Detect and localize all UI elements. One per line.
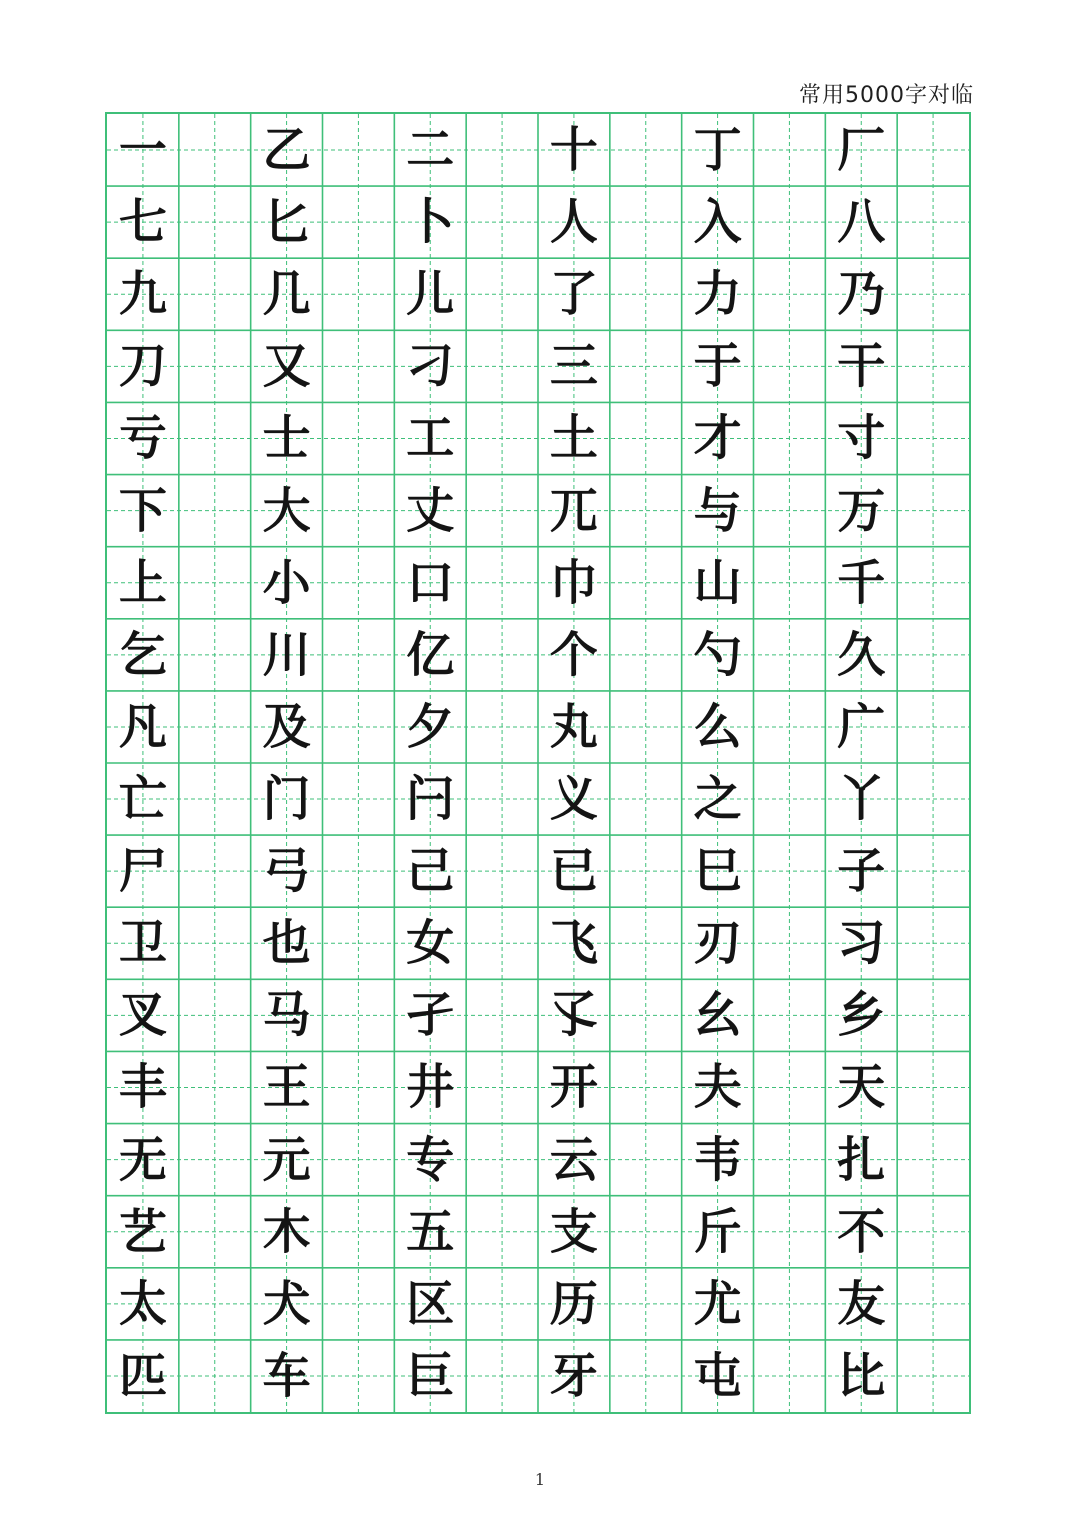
practice-character: 卜 [406,194,455,251]
practice-character: 无 [118,1131,167,1188]
practice-character: 工 [406,410,455,467]
practice-character: 三 [549,338,598,395]
practice-character: 元 [262,1131,311,1188]
practice-character: 友 [837,1275,886,1332]
practice-character: 斤 [693,1203,742,1260]
practice-character: 弓 [262,843,311,900]
practice-character: 巳 [693,843,742,900]
practice-character: 天 [837,1059,886,1116]
practice-character: 口 [406,554,455,611]
practice-character: 凡 [118,698,167,755]
practice-character: 比 [837,1347,886,1404]
practice-character: 己 [406,843,455,900]
practice-character: 木 [262,1203,311,1260]
practice-character: 车 [262,1347,311,1404]
practice-character: 了 [549,266,598,323]
practice-character: 五 [406,1203,455,1260]
practice-character: 力 [693,266,742,323]
practice-character: 屯 [693,1347,742,1404]
practice-character: 女 [406,915,455,972]
practice-character: 乡 [837,987,886,1044]
practice-character: 刁 [406,338,455,395]
practice-character: 尤 [693,1275,742,1332]
practice-character: 九 [118,266,167,323]
practice-character: 又 [262,338,311,395]
practice-character: 不 [837,1203,886,1260]
practice-character: 匹 [118,1347,167,1404]
practice-character: 丸 [549,698,598,755]
practice-character: 子 [837,843,886,900]
practice-character: 及 [262,698,311,755]
practice-character: 大 [262,482,311,539]
practice-character: 犬 [262,1275,311,1332]
practice-character: 夕 [406,698,455,755]
practice-character: 幺 [693,987,742,1044]
practice-character: 久 [837,626,886,683]
practice-character: 云 [549,1131,598,1188]
practice-character: 刀 [118,338,167,395]
practice-character: 干 [837,338,886,395]
practice-character: 于 [693,338,742,395]
practice-character: 闩 [406,771,455,828]
practice-character: 尸 [118,843,167,900]
practice-character: 丈 [406,482,455,539]
practice-character: 兀 [549,482,598,539]
practice-character: 韦 [693,1131,742,1188]
practice-character: 太 [118,1275,167,1332]
practice-character: 巨 [406,1347,455,1404]
practice-character: 门 [262,771,311,828]
practice-character: 广 [837,698,886,755]
practice-character: 刃 [693,915,742,972]
practice-character: 么 [693,698,742,755]
practice-character: 人 [549,194,598,251]
practice-character: 十 [549,122,598,179]
practice-character: 牙 [549,1347,598,1404]
practice-character: 开 [549,1059,598,1116]
practice-character: 山 [693,554,742,611]
practice-character: 丁 [693,122,742,179]
practice-character: 寸 [837,410,886,467]
practice-character: 一 [118,122,167,179]
practice-character: 孑 [406,987,455,1044]
practice-character: 上 [118,554,167,611]
practice-character: 乃 [837,266,886,323]
practice-character: 千 [837,554,886,611]
practice-character: 之 [693,771,742,828]
practice-character: 历 [549,1275,598,1332]
practice-character: 士 [262,410,311,467]
practice-character: 也 [262,915,311,972]
practice-character: 义 [549,771,598,828]
practice-character: 丰 [118,1059,167,1116]
practice-character: 二 [406,122,455,179]
practice-character: 川 [262,626,311,683]
practice-character: 个 [549,626,598,683]
page-header-title: 常用5000字对临 [799,83,974,108]
practice-character: 扎 [837,1131,886,1188]
practice-character: 万 [837,482,886,539]
practice-character: 马 [262,987,311,1044]
practice-character: 夫 [693,1059,742,1116]
practice-character: 勺 [693,626,742,683]
practice-character: 乞 [118,626,167,683]
practice-character: 入 [693,194,742,251]
practice-character: 巾 [549,554,598,611]
practice-character: 艺 [118,1203,167,1260]
practice-character: 匕 [262,194,311,251]
practice-character: 飞 [549,915,598,972]
practice-character: 下 [118,482,167,539]
practice-character: 才 [693,410,742,467]
practice-character: 丫 [837,771,886,828]
practice-character: 区 [406,1275,455,1332]
practice-character: 孓 [549,987,598,1044]
page-number: 1 [534,1470,546,1489]
practice-character: 八 [837,194,886,251]
practice-character: 专 [406,1131,455,1188]
practice-character: 几 [262,266,311,323]
practice-character: 小 [262,554,311,611]
practice-character: 已 [549,843,598,900]
practice-character: 支 [549,1203,598,1260]
practice-character: 与 [693,482,742,539]
practice-character: 习 [837,915,886,972]
practice-character: 井 [406,1059,455,1116]
practice-character: 七 [118,194,167,251]
practice-character: 亏 [118,410,167,467]
practice-character: 厂 [837,122,886,179]
practice-grid [105,112,971,1414]
practice-character: 叉 [118,987,167,1044]
practice-character: 儿 [406,266,455,323]
practice-character: 亿 [406,626,455,683]
practice-character: 土 [549,410,598,467]
practice-character: 王 [262,1059,311,1116]
practice-character: 亡 [118,771,167,828]
practice-character: 乙 [262,122,311,179]
practice-character: 卫 [118,915,167,972]
